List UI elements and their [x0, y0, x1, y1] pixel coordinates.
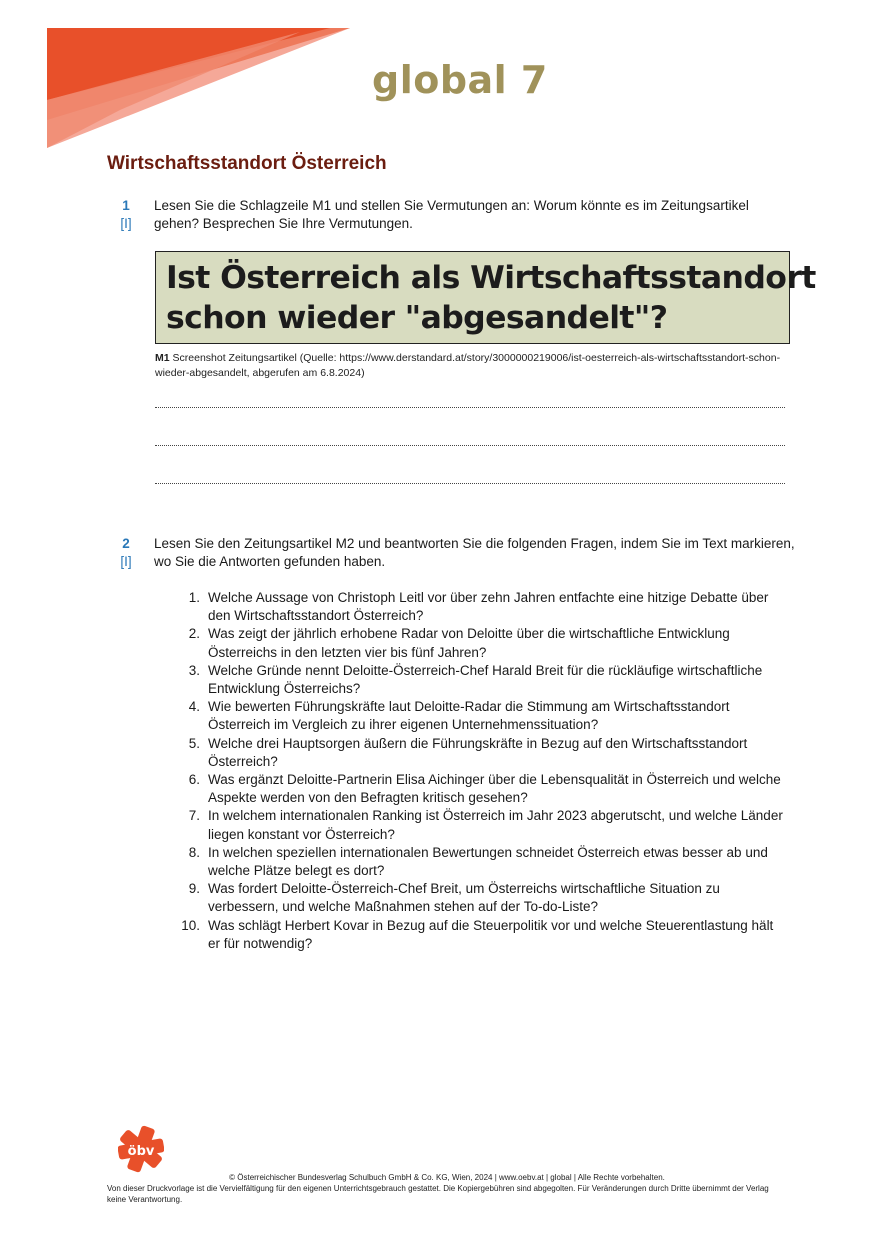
question-number: 1. — [188, 590, 200, 605]
footer-copyright: © Österreichischer Bundesverlag Schulbuch GmbH & Co. KG, Wien, 2024 | www.oebv.at | global | Alle Rechte vorbehalten. — [229, 1173, 665, 1182]
question-item — [178, 698, 788, 734]
task-2 — [107, 535, 797, 571]
task-instruction: Lesen Sie den Zeitungsartikel M2 und beantworten Sie die folgenden Fragen, indem Sie im Text markieren, wo Sie die Antworten gefunden haben. — [154, 536, 795, 569]
answer-line[interactable] — [155, 482, 785, 484]
task-number — [107, 197, 145, 233]
task-1 — [107, 197, 797, 233]
figure-caption — [155, 351, 795, 381]
question-item — [178, 844, 788, 880]
caption-label: M1 — [155, 352, 170, 364]
task-instruction: Lesen Sie die Schlagzeile M1 und stellen Sie Vermutungen an: Worum könnte es im Zeitungsartikel gehen? Besprechen Sie Ihre Vermutungen. — [154, 198, 749, 231]
question-text: Welche Gründe nennt Deloitte-Österreich-Chef Harald Breit für die rückläufige wirtschaftliche Entwicklung Österreichs? — [208, 662, 763, 697]
brand-title: global 7 — [372, 58, 548, 102]
question-text: Welche Aussage von Christoph Leitl vor über zehn Jahren entfachte eine hitzige Debatte über den Wirtschaftsstandort Österreich? — [208, 590, 769, 624]
answer-line[interactable] — [155, 406, 785, 408]
task-number-value: 1 — [122, 198, 130, 213]
question-item — [178, 589, 788, 625]
newspaper-headline — [155, 251, 816, 344]
footer — [107, 1172, 787, 1205]
question-number: 9. — [188, 881, 200, 897]
question-item — [178, 662, 788, 698]
question-text: Welche drei Hauptsorgen äußern die Führungskräfte in Bezug auf den Wirtschaftsstandort Österreich? — [208, 735, 748, 769]
question-number: 3. — [188, 662, 200, 678]
answer-line[interactable] — [155, 444, 785, 446]
question-text: In welchen speziellen internationalen Bewertungen schneidet Österreich etwas besser ab und welche Plätze belegt es dort? — [208, 844, 768, 879]
question-text: Was zeigt der jährlich erhobene Radar von Deloitte über die wirtschaftliche Entwicklung Österreichs in den letzten vier bis fünf Jahren? — [208, 626, 730, 660]
task-level: [I] — [120, 216, 132, 231]
question-list — [178, 589, 788, 953]
question-item — [178, 625, 788, 661]
question-text: Was ergänzt Deloitte-Partnerin Elisa Aichinger über die Lebensqualität in Österreich und welche Aspekte werden von den Befragten kritisch gesehen? — [208, 772, 781, 806]
corner-decoration — [0, 0, 360, 160]
question-number: 6. — [188, 772, 200, 788]
question-number: 5. — [188, 735, 200, 751]
task-level: [I] — [120, 554, 132, 569]
question-number: 8. — [188, 844, 200, 860]
question-item — [178, 807, 788, 843]
question-item — [178, 917, 788, 953]
headline-line-1: Ist Österreich als Wirtschaftsstandort — [166, 260, 816, 296]
question-item — [178, 771, 788, 807]
question-item — [178, 880, 788, 916]
task-number-value: 2 — [122, 536, 130, 551]
task-number — [107, 535, 145, 571]
oebv-logo-icon — [118, 1124, 164, 1174]
question-text: In welchem internationalen Ranking ist Österreich im Jahr 2023 abgerutscht, und welche Länder liegen konstant vor Österreich? — [208, 808, 783, 842]
question-text: Was fordert Deloitte-Österreich-Chef Breit, um Österreichs wirtschaftliche Situation zu verbessern, und welche Maßnahmen stehen auf der To-do-Liste? — [208, 881, 720, 915]
question-number: 2. — [188, 626, 200, 642]
question-number: 10. — [181, 917, 200, 933]
footer-disclaimer: Von dieser Druckvorlage ist die Vervielfältigung für den eigenen Unterrichtsgebrauch gestattet. Die Kopiergebühren sind abgegolten. Für Veränderungen durch Dritte übernimmt der Verlag keine Verantwortung. — [107, 1184, 769, 1204]
question-number: 7. — [188, 808, 200, 824]
headline-line-2: schon wieder "abgesandelt"? — [166, 300, 668, 336]
question-number: 4. — [188, 699, 200, 715]
question-item — [178, 735, 788, 771]
caption-text: Screenshot Zeitungsartikel (Quelle: https://www.derstandard.at/story/3000000219006/ist-oesterreich-als-wirtschaftsstandort-schon-wieder-abgesandelt, abgerufen am 6.8.2024) — [155, 352, 781, 379]
question-text: Wie bewerten Führungskräfte laut Deloitte-Radar die Stimmung am Wirtschaftsstandort Österreich im Vergleich zu ihrer eigenen Unternehmenssituation? — [208, 699, 730, 733]
logo-text: öbv — [127, 1144, 155, 1159]
question-text: Was schlägt Herbert Kovar in Bezug auf die Steuerpolitik vor und welche Steuerentlastung hält er für notwendig? — [208, 917, 774, 951]
page-title: Wirtschaftsstandort Österreich — [107, 153, 387, 174]
